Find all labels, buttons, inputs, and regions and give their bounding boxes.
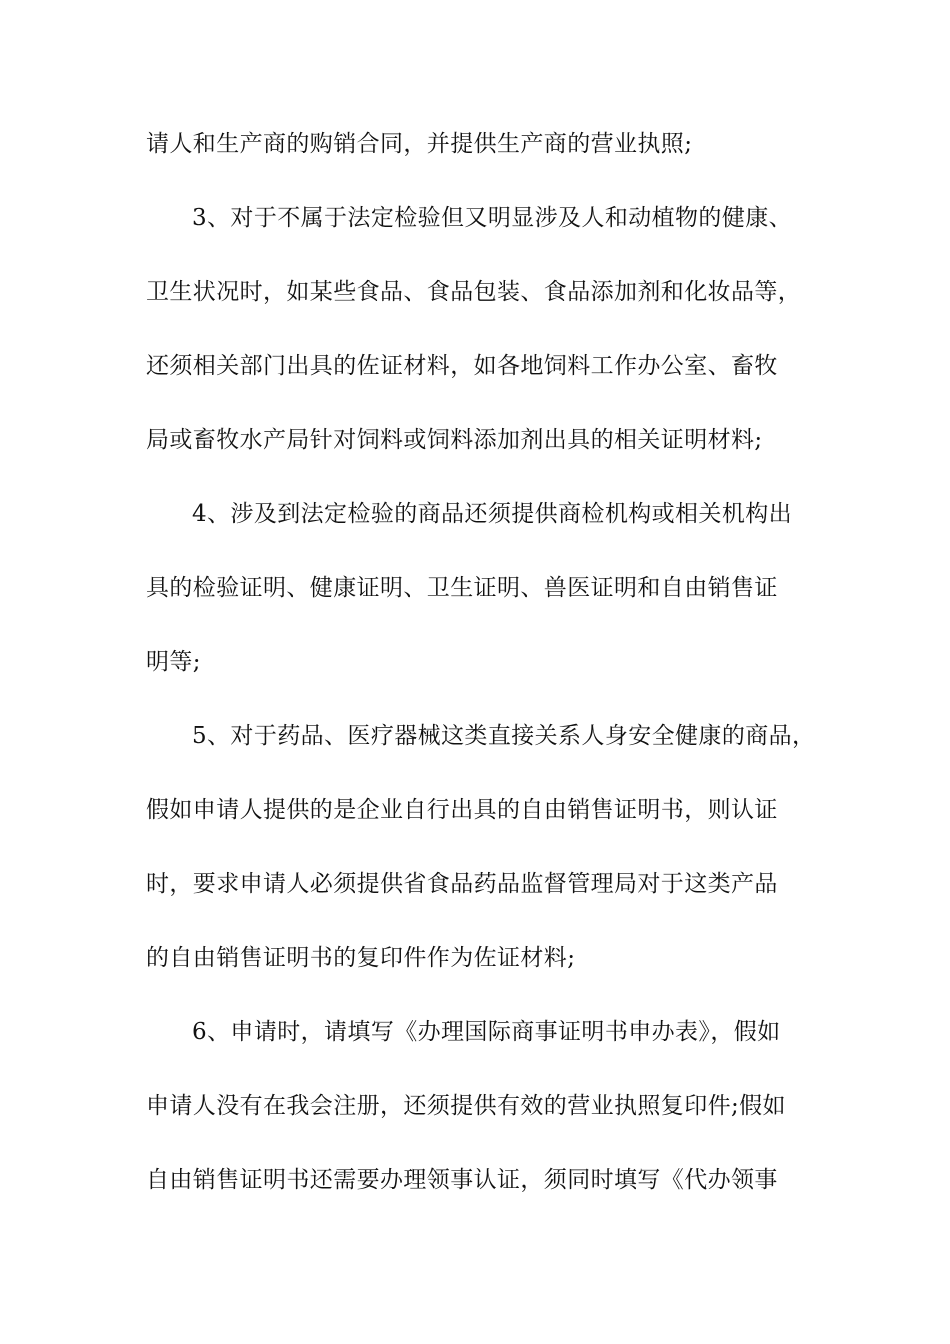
text-line-11: 时，要求申请人必须提供省食品药品监督管理局对于这类产品	[146, 871, 778, 897]
text-line-10: 假如申请人提供的是企业自行出具的自由销售证明书，则认证	[146, 797, 778, 823]
text-line-7: 具的检验证明、健康证明、卫生证明、兽医证明和自由销售证	[146, 575, 778, 601]
text-line-3: 卫生状况时，如某些食品、食品包装、食品添加剂和化妆品等，	[146, 279, 802, 305]
text-line-14: 申请人没有在我会注册，还须提供有效的营业执照复印件;假如	[146, 1093, 786, 1119]
text-line-1: 请人和生产商的购销合同，并提供生产商的营业执照;	[146, 131, 693, 157]
text-line-12: 的自由销售证明书的复印件作为佐证材料;	[146, 945, 576, 971]
text-line-5: 局或畜牧水产局针对饲料或饲料添加剂出具的相关证明材料;	[146, 427, 763, 453]
text-line-2: 3、对于不属于法定检验但又明显涉及人和动植物的健康、	[192, 205, 793, 231]
text-line-6: 4、涉及到法定检验的商品还须提供商检机构或相关机构出	[192, 501, 793, 527]
text-line-8: 明等;	[146, 649, 201, 675]
text-line-13: 6、申请时，请填写《办理国际商事证明书申办表》，假如	[192, 1019, 781, 1045]
text-line-4: 还须相关部门出具的佐证材料，如各地饲料工作办公室、畜牧	[146, 353, 778, 379]
text-line-9: 5、对于药品、医疗器械这类直接关系人身安全健康的商品，	[192, 723, 816, 749]
text-line-15: 自由销售证明书还需要办理领事认证，须同时填写《代办领事	[146, 1167, 778, 1193]
